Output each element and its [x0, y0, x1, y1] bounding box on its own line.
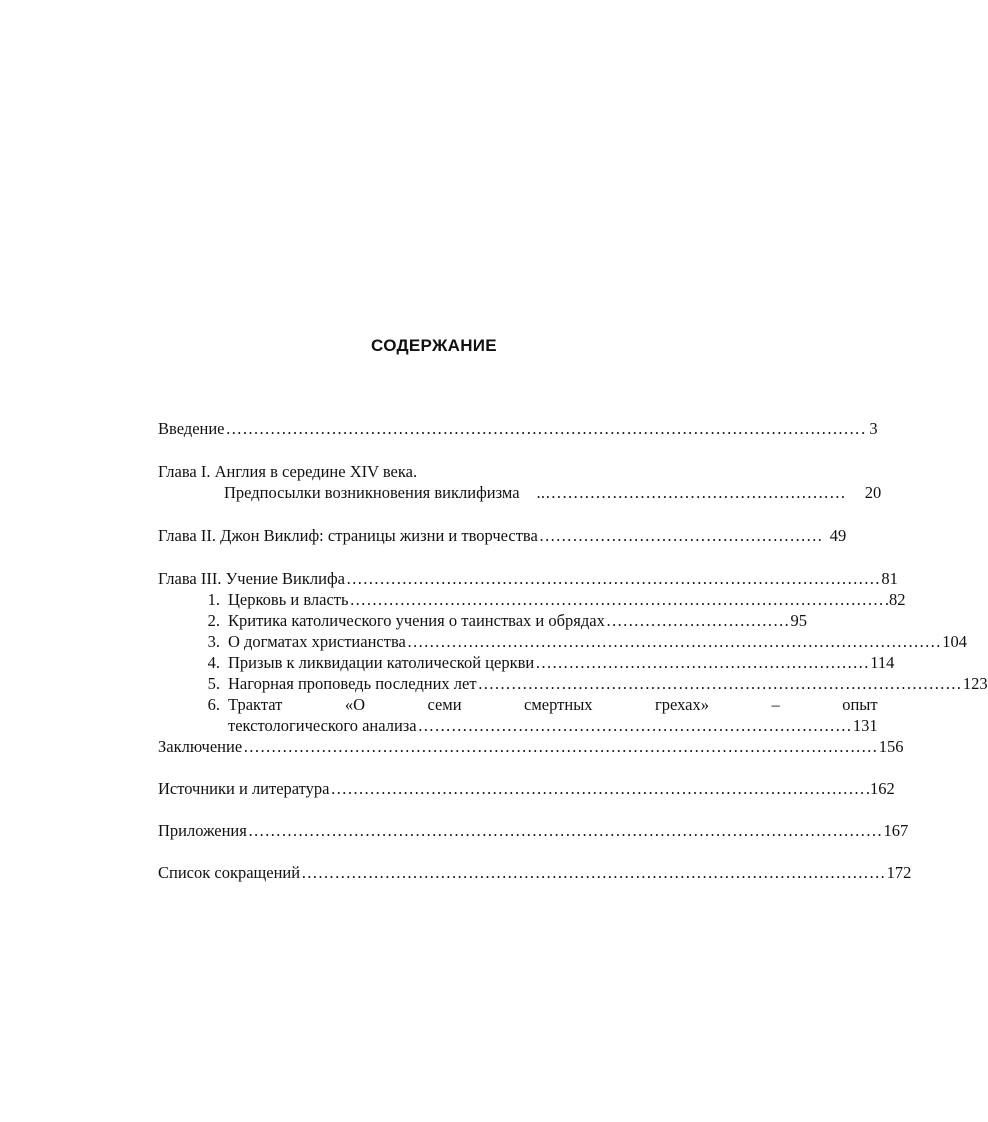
toc-entry-label-line-1: [228, 694, 878, 715]
toc-page-number: 104: [942, 632, 968, 651]
toc-entry-sources[interactable]: [158, 778, 895, 799]
dot-leader: ……………………………: [605, 611, 790, 630]
toc-subentry-6[interactable]: [158, 694, 878, 736]
dot-leader: ……………………………………………………………………………………: [349, 590, 884, 609]
toc-subentry-5[interactable]: [158, 673, 988, 694]
toc-entry-label: Введение: [158, 419, 225, 438]
dot-leader: ……………………………………………………: [535, 653, 870, 672]
toc-entry-label: Глава II. Джон Виклиф: страницы жизни и творчества: [158, 526, 538, 545]
dot-leader: ……………………………………………: [538, 526, 823, 545]
toc-entry-label: О догматах христианства: [228, 632, 406, 651]
toc-word: –: [771, 695, 780, 714]
toc-item-number: 1.: [207, 590, 220, 609]
toc-entry-label-line-2: [228, 715, 878, 736]
toc-page-number: 49: [829, 526, 847, 545]
toc-entry-chapter-1-title[interactable]: [158, 461, 710, 482]
dot-leader: ……………………………………………………………………………: [477, 674, 962, 693]
toc-subentry-3[interactable]: [158, 631, 968, 652]
toc-subentry-1[interactable]: [158, 589, 906, 610]
toc-word: Трактат: [228, 695, 283, 714]
toc-entry-label: Глава I. Англия в середине XIV века.: [158, 462, 418, 481]
toc-page-number: .162: [865, 779, 895, 798]
toc-subentry-4[interactable]: [158, 652, 895, 673]
toc-entry-chapter-2[interactable]: [158, 525, 847, 546]
toc-page-number: 123: [962, 674, 988, 693]
toc-entry-introduction[interactable]: [158, 418, 878, 439]
toc-entry-label: текстологического анализа: [228, 716, 417, 735]
toc-item-number: 5.: [207, 674, 220, 693]
toc-item-number: 6.: [207, 695, 220, 714]
toc-page-number: 156: [878, 737, 904, 756]
toc-page-number: 167: [883, 821, 909, 840]
toc-entry-label: Нагорная проповедь последних лет: [228, 674, 477, 693]
toc-entry-label: Список сокращений: [158, 863, 301, 882]
toc-entry-label: Критика католического учения о таинствах и обрядах: [228, 611, 605, 630]
toc-entry-label: Предпосылки возникновения виклифизма: [224, 483, 520, 502]
toc-page-number: 114: [870, 653, 895, 672]
dot-leader: ..………………………………………………: [536, 483, 846, 502]
dot-leader: ……………………………………………………………………………………………………: [243, 737, 878, 756]
toc-word: грехах»: [655, 695, 709, 714]
toc-entry-label: Приложения: [158, 821, 247, 840]
dot-leader: ……………………………………………………………………………………………: [301, 863, 886, 882]
page-title: СОДЕРЖАНИЕ: [371, 336, 497, 355]
toc-page-number: 20: [864, 483, 882, 502]
table-of-contents: [158, 418, 988, 883]
toc-entry-abbreviations[interactable]: [158, 862, 912, 883]
toc-entry-label: Глава III. Учение Виклифа: [158, 569, 345, 588]
toc-entry-label: Призыв к ликвидации католической церкви: [228, 653, 535, 672]
toc-entry-conclusion[interactable]: [158, 736, 904, 757]
toc-page-number: 172: [886, 863, 912, 882]
dot-leader: ……………………………………………………………………………………: [345, 569, 881, 588]
toc-page-number: 81: [881, 569, 898, 588]
toc-page-number: 131: [852, 716, 878, 735]
toc-word: «О: [344, 695, 365, 714]
toc-subentry-2[interactable]: [158, 610, 808, 631]
toc-item-number: 4.: [207, 653, 220, 672]
toc-entry-chapter-3[interactable]: [158, 568, 898, 589]
dot-leader: ……………………………………………………………………: [417, 716, 852, 735]
toc-entry-label: Источники и литература: [158, 779, 330, 798]
toc-entry-appendices[interactable]: [158, 820, 909, 841]
toc-word: смертных: [524, 695, 593, 714]
toc-item-number: 2.: [207, 611, 220, 630]
toc-page-number: 95: [790, 611, 808, 630]
toc-entry-label: Церковь и власть: [228, 590, 349, 609]
toc-entry-label: Заключение: [158, 737, 243, 756]
toc-word: семи: [427, 695, 462, 714]
toc-page-number: .82: [884, 590, 906, 609]
dot-leader: ……………………………………………………………………………………………………: [225, 419, 861, 438]
toc-page-number: . 3: [861, 419, 878, 438]
dot-leader: ……………………………………………………………………………………………………: [247, 821, 883, 840]
toc-item-number: 3.: [207, 632, 220, 651]
dot-leader: ……………………………………………………………………………………: [406, 632, 942, 651]
toc-entry-chapter-1-subtitle[interactable]: [158, 482, 882, 503]
toc-word: опыт: [842, 695, 878, 714]
dot-leader: ……………………………………………………………………………………: [330, 779, 865, 798]
